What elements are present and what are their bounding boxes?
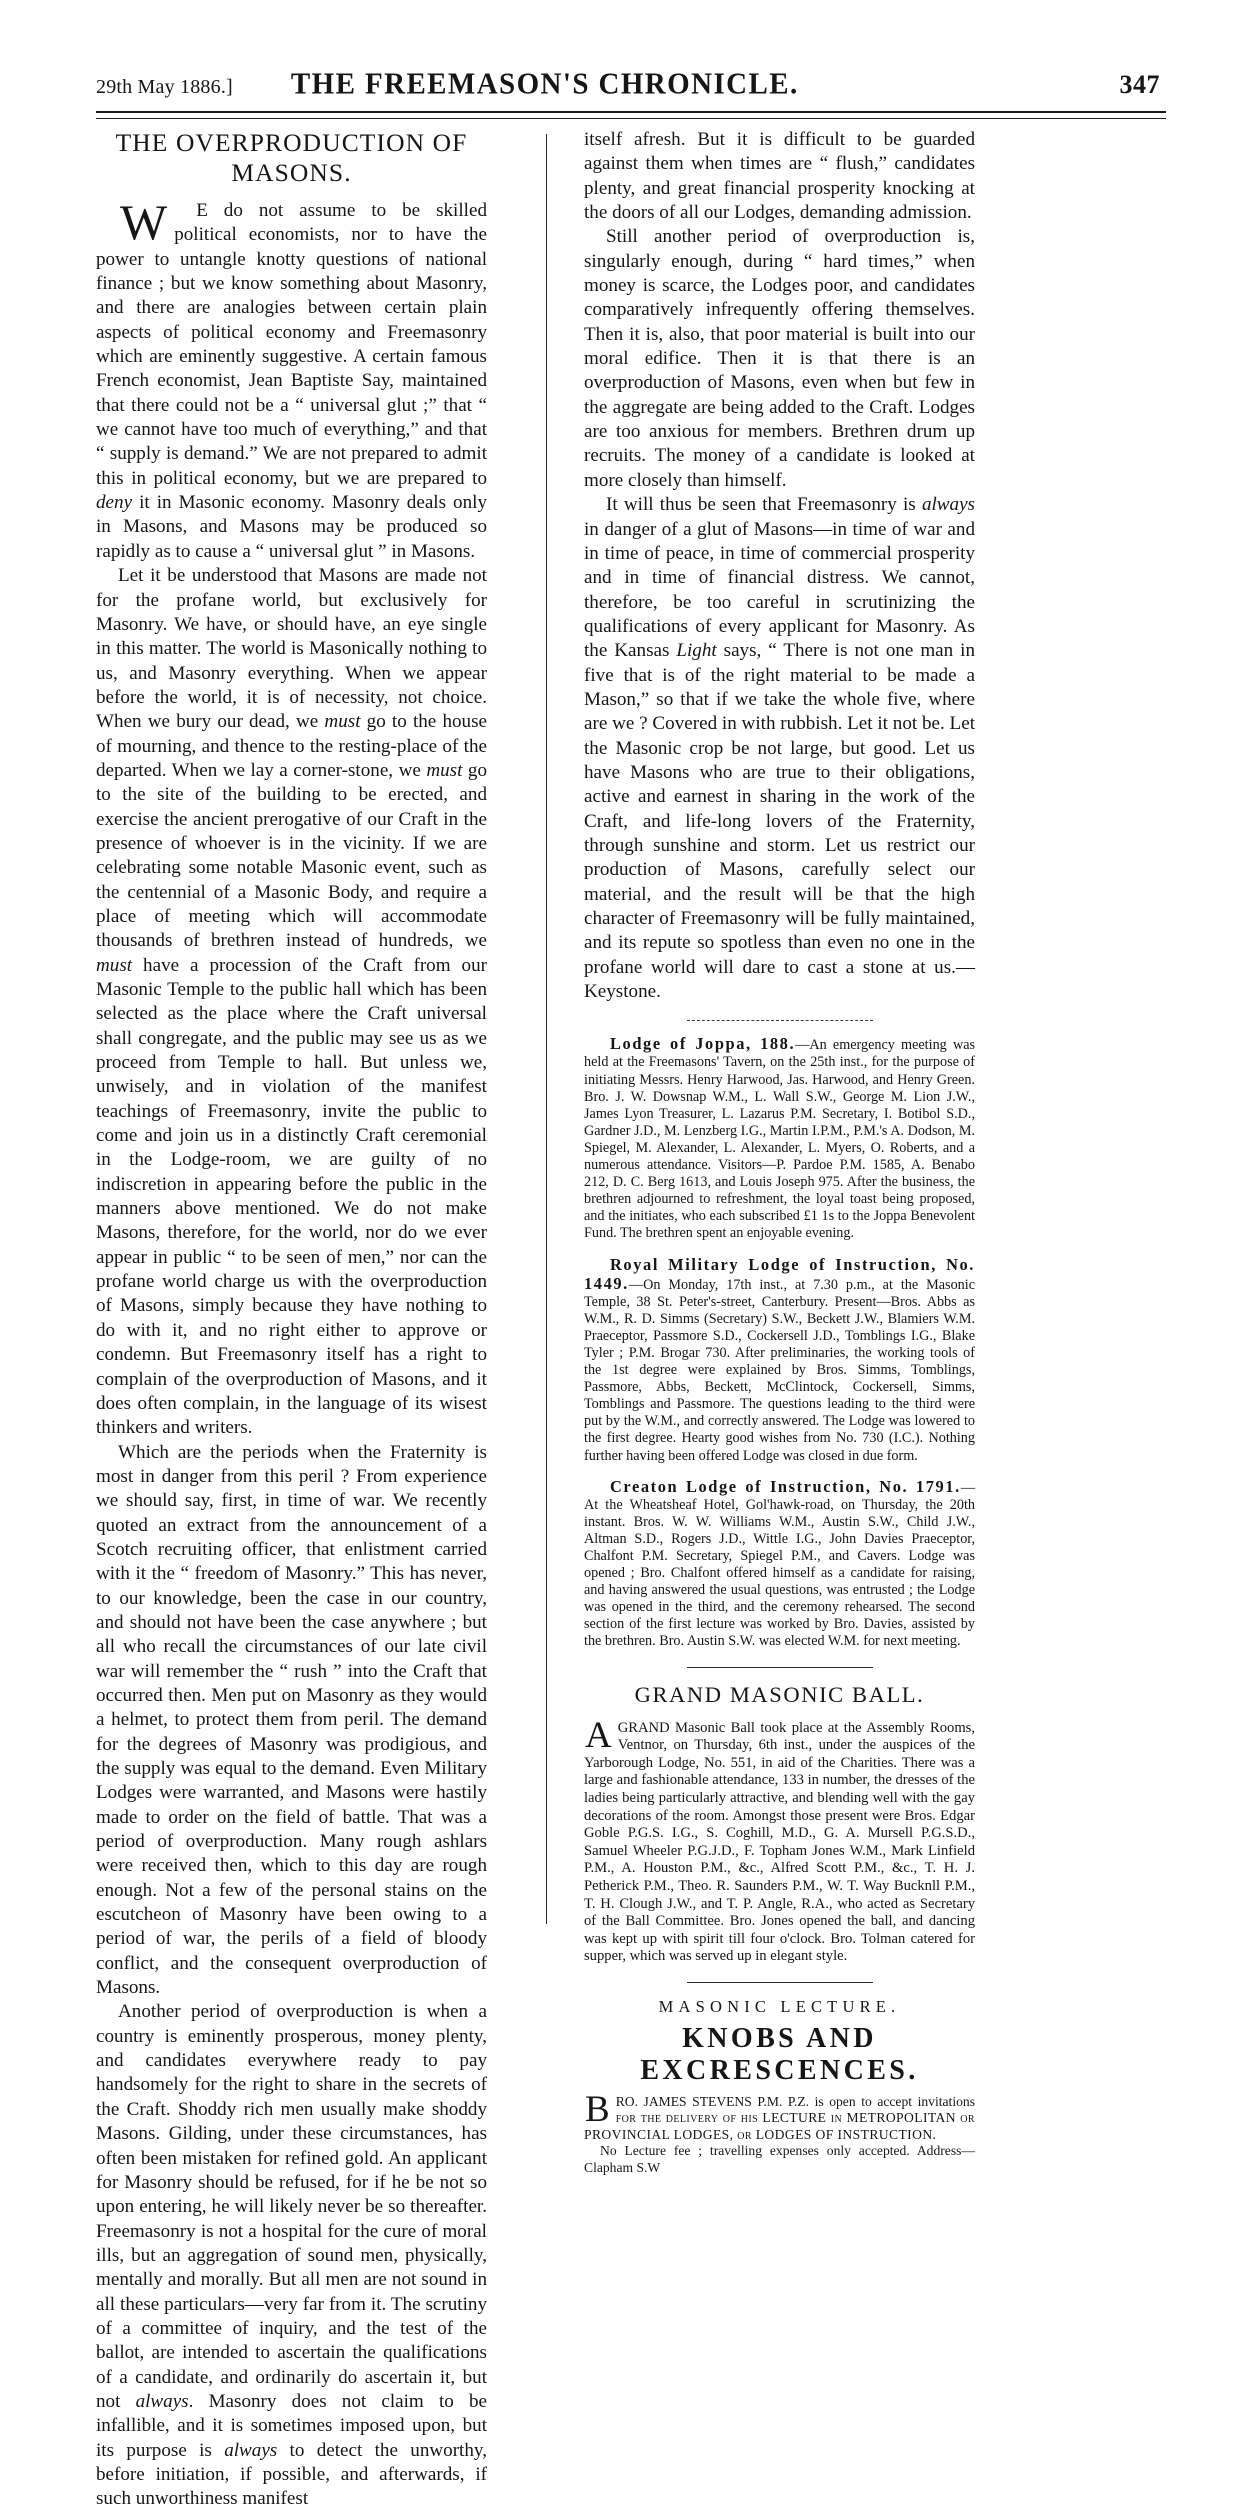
lodge-report-joppa bbox=[584, 1035, 975, 1242]
lecture-line-1: RO. JAMES STEVENS P.M. P.Z. is open to accept invitations bbox=[615, 2093, 975, 2109]
article-paragraph-1 bbox=[96, 194, 487, 564]
lodge-report-royal-military-text: —On Monday, 17th inst., at 7.30 p.m., at the Masonic Temple, 38 St. Peter's-street, Canterbury. Present—Bros. Abbs as W.M., R. D. Simms (Secretary) S.W., Beckett J.W., Blamiers W.M. Praeceptor, Passmore S.D., Cockersell J.D., Tomblings I.G., Blake Tyler ; P.M. Brogar 730. After preliminaries, the working tools of the 1st degree were explained by Bros. Simms, Tomblings, Passmore, Abbs, Beckett, McClintock, Cockersell, Simms, Tomblings and Passmore. The questions leading to the third were put by the W.M., and correctly answered. The Lodge was lowered to the first degree. Hearty good wishes from No. 730 (I.C.). Nothing further having been offered Lodge was closed in due form. bbox=[584, 1276, 975, 1464]
lecture-line-3: No Lecture fee ; travelling expenses only accepted. Address—Clapham S.W bbox=[584, 2143, 975, 2175]
masonic-lecture-note bbox=[584, 2143, 975, 2176]
masonic-lecture-kicker: MASONIC LECTURE. bbox=[658, 1996, 901, 2016]
ball-body-text: GRAND Masonic Ball took place at the Assembly Rooms, Ventnor, on Thursday, 6th inst., under the auspices of the Yarborough Lodge, No. 551, in aid of the Charities. There was a large and fashionable attendance, 133 in number, the dresses of the ladies being particularly attractive, and blending well with the gay decorations of the room. Amongst those present were Bros. Edgar Goble P.G.S. I.G., S. Coghill, M.D., G. A. Mursell P.G.S.D., Samuel Wheeler P.G.J.D., F. Topham Jones W.M., Mark Linfield P.M., A. Houston P.M., &c., Alfred Scott P.M., &c., T. H. J. Petherick P.M., Theo. R. Saunders P.M., W. T. Way Bucknll P.M., T. H. Clough J.W., and T. P. Angle, R.A., who acted as Secretary of the Ball Committee. Bro. Jones opened the ball, and dancing was kept up with spirit till four o'clock. Bro. Tolman catered for supper, which was served up in elegant style. bbox=[584, 1719, 975, 1965]
grand-masonic-ball-head: GRAND MASONIC BALL. bbox=[634, 1681, 925, 1707]
lodge-report-royal-military bbox=[584, 1256, 975, 1465]
article-paragraph-4: Another period of overproduction is when a country is eminently prosperous, money plenty, and candidates everywhere ready to pay handsomely for the right to share in the secrets of the Craft. Shoddy rich men usually make shoddy Masons. Gilding, under these circumstances, has often been mistaken for refined gold. An applicant for Masonry should be refused, for if he be not so upon entering, he will likely never be so thereafter. Freemasonry is not a hospital for the cure of moral ills, but an aggregation of sound men, physically, mentally and morally. But all men are not sound in all these particulars—very far from it. The scrutiny of a committee of inquiry, and the test of the ballot, are intended to ascertain the qualifications of a candidate, and ordinarily do ascertain it, but not always. Masonry does not claim to be infallible, and it is sometimes imposed upon, but its purpose is always to detect the unworthy, before initiation, if possible, and afterwards, if such unworthiness manifest bbox=[96, 2001, 487, 2510]
masonic-lecture-body bbox=[584, 2088, 975, 2143]
section-rule-1 bbox=[687, 1020, 873, 1021]
article-title: THE OVERPRODUCTION OF MASONS. bbox=[115, 128, 468, 187]
masthead bbox=[96, 68, 1166, 106]
drop-cap-w: W bbox=[120, 194, 168, 250]
masthead-date: 29th May 1886.] bbox=[96, 76, 233, 98]
lodge-report-creaton-text: —At the Wheatsheaf Hotel, Gol'hawk-road, on Thursday, the 20th instant. Bros. W. W. Williams W.M., Austin S.W., Child J.W., Altman S.D., Rogers J.D., Wittle I.G., John Davies Praeceptor, Chalfont P.M. Secretary, Spiegel P.M., and Cavers. Lodge was opened ; Bro. Chalfont offered himself as a candidate for raising, and having answered the usual questions, was entrusted ; the Lodge was opened in the third, and the ceremony rehearsed. The second section of the first lecture was worked by Bro. Davies, assisted by the brethren. Bro. Austin S.W. was elected W.M. for next meeting. bbox=[584, 1479, 975, 1650]
article-paragraph-2: Let it be understood that Masons are made not for the profane world, but exclusively for Masonry. We have, or should have, an eye single in this matter. The world is Masonically nothing to us, and Masonry everything. When we appear before the world, it is of necessity, not choice. When we bury our dead, we must go to the house of mourning, and thence to the resting-place of the departed. When we lay a corner-stone, we must go to the site of the building to be erected, and exercise the ancient prerogative of our Craft in the presence of whoever is in the vicinity. If we are celebrating some notable Masonic event, such as the centennial of a Masonic Body, and require a place of meeting which will accommodate thousands of brethren instead of hundreds, we must have a procession of the Craft from our Masonic Temple to the public hall which has been selected as the place where the Craft universal shall congregate, and the public may see us as we proceed from Temple to hall. But unless we, unwisely, and in violation of the manifest teachings of Freemasonry, invite the public to come and join us in a distinctly Craft ceremonial in the Lodge-room, we are guilty of no indiscretion in appearing before the public in the manners above mentioned. We do not make Masons, therefore, for the world, nor do we ever appear in public “ to be seen of men,” nor can the profane world charge us with the overproduction of Masons, simply because they have nothing to do with it, and no right either to approve or condemn. But Freemasonry itself has a right to complain of the overproduction of Masons, and it does often complain, in the language of its wisest thinkers and writers. bbox=[96, 565, 487, 1439]
article-paragraph-3: Which are the periods when the Fraternity is most in danger from this peril ? From experience we should say, first, in time of war. We recently quoted an extract from the announcement of a Scotch recruiting officer, that enlistment carried with it the “ freedom of Masonry.” This has never, to our knowledge, been the case in our country, and should not have been the case anywhere ; but all who recall the circumstances of our late civil war will remember the “ rush ” into the Craft that occurred then. Men put on Masonry as they would a helmet, to protect them from peril. The demand for the degrees of Masonry was prodigious, and the supply was equal to the demand. Even Military Lodges were warranted, and Masons were hastily made to order on the field of battle. That was a period of overproduction. Many rough ashlars were received then, which to this day are rough enough. Not a few of the personal stains on the escutcheon of Masonry have been owing to a period of war, the perils of a field of bloody conflict, and the consequent overproduction of Masons. bbox=[96, 1441, 487, 1999]
lodge-report-royal-military-head: Royal Military Lodge of Instruction, No. 1449. bbox=[584, 1254, 975, 1293]
masthead-rule bbox=[96, 111, 1166, 119]
section-rule-3 bbox=[687, 1982, 873, 1983]
continuation-paragraph-3: It will thus be seen that Freemasonry is always in danger of a glut of Masons—in time of war and in time of peace, in time of commercial prosperity and in time of financial distress. We cannot, therefore, be too careful in scrutinizing the qualifications of every applicant for Masonry. As the Kansas Light says, “ There is not one man in five that is of the right material to be made a Mason,” so that if we take the whole five, where are we ? Covered in with rubbish. Let it not be. Let the Masonic crop be not large, but good. Let us have Masons who are true to their obligations, active and earnest in sharing in the work of the Craft, and life-long lovers of the Fraternity, through sunshine and storm. Let us restrict our production of Masons, carefully select our material, and the result will be that the high character of Freemasonry will be fully maintained, and its repute so spotless than even no one in the profane world will dare to cast a stone at us.—Keystone. bbox=[584, 494, 975, 1003]
right-column bbox=[584, 128, 976, 2175]
masonic-lecture-title: KNOBS AND EXCRESCENCES. bbox=[640, 2022, 919, 2086]
lodge-report-joppa-head: Lodge of Joppa, 188. bbox=[610, 1034, 796, 1054]
lodge-report-creaton bbox=[584, 1478, 975, 1651]
lecture-line-2: for the delivery of his LECTURE in METROPOLITAN or PROVINCIAL LODGES, or LODGES OF INSTRUCTION. bbox=[584, 2110, 975, 2142]
paragraph-text: E do not assume to be skilled political economists, nor to have the power to untangle knotty questions of national finance ; but we know something about Masonry, and there are analogies between certain plain aspects of political economy and Freemasonry which are eminently suggestive. A certain famous French economist, Jean Baptiste Say, maintained that there could not be a “ universal glut ;” that “ we cannot have too much of everything,” and that “ supply is demand.” We are not prepared to admit this in political economy, but we are prepared to deny it in Masonic economy. Masonry deals only in Masons, and Masons may be produced so rapidly as to cause a “ universal glut ” in Masons. bbox=[96, 200, 487, 562]
drop-cap-b: B bbox=[585, 2088, 610, 2130]
page-number: 347 bbox=[1119, 70, 1160, 99]
column-divider-rule bbox=[546, 134, 547, 1924]
left-column bbox=[96, 128, 487, 2510]
publication-title: THE FREEMASON'S CHRONICLE. bbox=[290, 67, 799, 101]
continuation-paragraph-1: itself afresh. But it is difficult to be guarded against them when times are “ flush,” candidates plenty, and great financial prosperity knocking at the doors of all our Lodges, demanding admission. bbox=[584, 129, 975, 224]
section-rule-2 bbox=[687, 1667, 873, 1668]
grand-masonic-ball-text bbox=[584, 1714, 975, 1966]
drop-cap-a: A bbox=[585, 1714, 612, 1756]
lodge-report-creaton-head: Creaton Lodge of Instruction, No. 1791. bbox=[610, 1476, 961, 1496]
column-container bbox=[96, 128, 1166, 2510]
lodge-report-joppa-text: —An emergency meeting was held at the Freemasons' Tavern, on the 25th inst., for the purpose of initiating Messrs. Henry Harwood, Jas. Harwood, and Henry Green. Bro. J. W. Dowsnap W.M., L. Wall S.W., George M. Lion J.W., James Lyon Treasurer, L. Lazarus P.M. Secretary, I. Botibol S.D., Gardner J.D., M. Lenzberg I.G., Martin I.P.M., P.M.'s A. Dodson, M. Spiegel, M. Alexander, L. Alexander, L. Myers, O. Roberts, and a numerous attendance. Visitors—P. Pardoe P.M. 1585, A. Benabo 212, D. C. Berg 1613, and Louis Joseph 975. After the business, the brethren adjourned to refreshment, the loyal toast being proposed, and the initiates, who each subscribed £1 1s to the Joppa Benevolent Fund. The brethren spent an enjoyable evening. bbox=[584, 1037, 976, 1242]
continuation-paragraph-2: Still another period of overproduction is, singularly enough, during “ hard times,” when money is scarce, the Lodges poor, and candidates comparatively infrequently offering themselves. Then it is, also, that poor material is built into our moral edifice. Then it is that there is an overproduction of Masons, even when but few in the aggregate are being added to the Craft. Lodges are too anxious for members. Brethren drum up recruits. The money of a candidate is looked at more closely than himself. bbox=[584, 226, 975, 491]
